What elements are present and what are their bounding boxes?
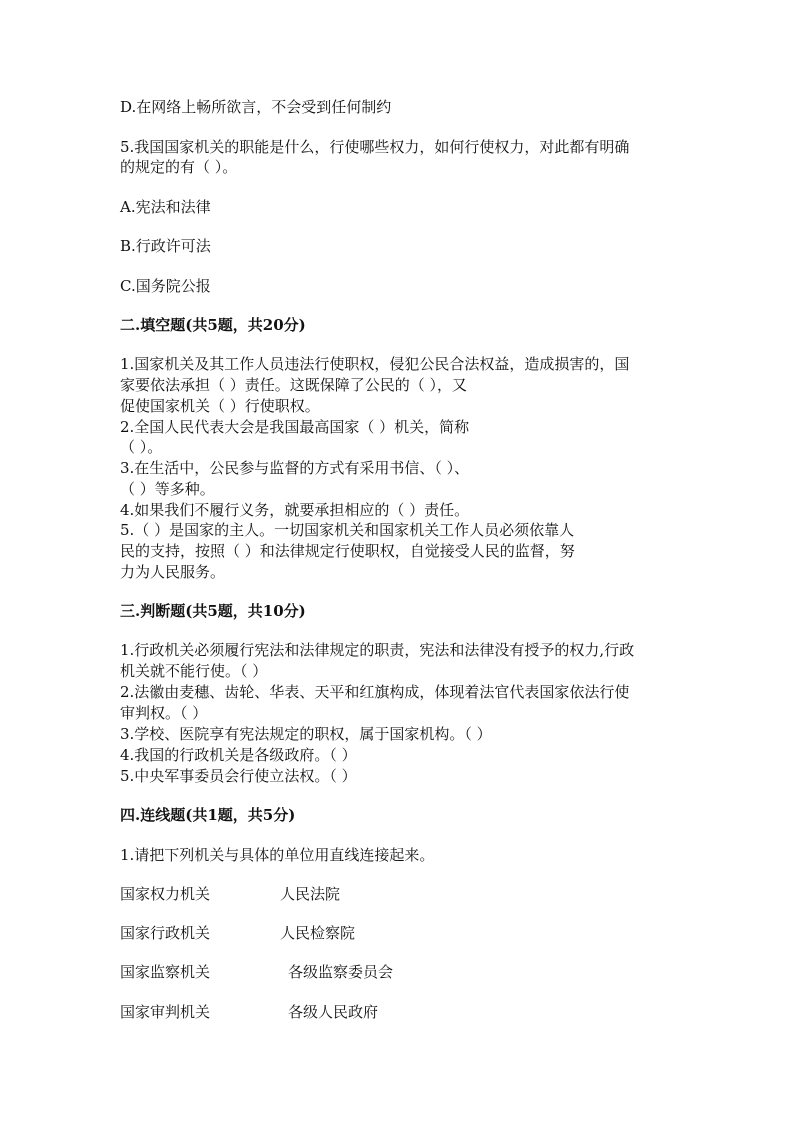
match-left-item: 国家权力机关 <box>120 885 211 903</box>
q4-option-d: D.在网络上畅所欲言，不会受到任何制约 <box>120 98 392 116</box>
fill-line: 促使国家机关（ ）行使职权。 <box>120 397 320 415</box>
match-left-item: 国家行政机关 <box>120 924 211 942</box>
match-right-item: 人民法院 <box>280 885 341 903</box>
judge-line: 1.行政机关必须履行宪法和法律规定的职责，宪法和法律没有授予的权力,行政 <box>120 641 635 659</box>
q5-option-a: A.宪法和法律 <box>120 198 211 216</box>
fill-line: 力为人民服务。 <box>120 563 226 581</box>
fill-line: 2.全国人民代表大会是我国最高国家（ ）机关，简称 <box>120 418 470 436</box>
q5-stem-line-1: 5.我国国家机关的职能是什么，行使哪些权力，如何行使权力，对此都有明确 <box>120 138 630 156</box>
fill-line: 民的支持，按照（ ）和法律规定行使职权，自觉接受人民的监督，努 <box>120 542 575 560</box>
match-left-item: 国家监察机关 <box>120 963 211 981</box>
section-4-title: 四.连线题(共1题，共5分) <box>120 806 296 824</box>
judge-line: 4.我国的行政机关是各级政府。（ ） <box>120 746 357 764</box>
fill-line: 家要依法承担（ ）责任。这既保障了公民的（ ），又 <box>120 376 468 394</box>
fill-line: 4.如果我们不履行义务，就要承担相应的（ ）责任。 <box>120 501 470 519</box>
judge-line: 审判权。（ ） <box>120 704 208 722</box>
section-3-title: 三.判断题(共5题，共10分) <box>120 602 306 620</box>
judge-line: 3.学校、医院享有宪法规定的职权，属于国家机构。（ ） <box>120 725 492 743</box>
matching-instruction: 1.请把下列机关与具体的单位用直线连接起来。 <box>120 846 435 864</box>
fill-line: 1.国家机关及其工作人员违法行使职权，侵犯公民合法权益，造成损害的，国 <box>120 355 630 373</box>
judge-line: 2.法徽由麦穗、齿轮、华表、天平和红旗构成，体现着法官代表国家依法行使 <box>120 683 630 701</box>
q5-option-c: C.国务院公报 <box>120 277 211 295</box>
judge-line: 5.中央军事委员会行使立法权。（ ） <box>120 767 357 785</box>
fill-line: （ ）等多种。 <box>120 480 215 498</box>
fill-line: 5.（ ）是国家的主人。一切国家机关和国家机关工作人员必须依靠人 <box>120 521 575 539</box>
q5-stem-line-2: 的规定的有（ ）。 <box>120 158 238 176</box>
judge-line: 机关就不能行使。（ ） <box>120 662 268 680</box>
fill-line: 3.在生活中，公民参与监督的方式有采用书信、（ ）、 <box>120 459 470 477</box>
match-left-item: 国家审判机关 <box>120 1003 211 1021</box>
q5-option-b: B.行政许可法 <box>120 237 211 255</box>
match-right-item: 人民检察院 <box>280 924 356 942</box>
section-2-title: 二.填空题(共5题，共20分) <box>120 316 306 334</box>
match-right-item: 各级人民政府 <box>288 1003 379 1021</box>
match-right-item: 各级监察委员会 <box>288 963 394 981</box>
fill-line: （ ）。 <box>120 438 163 456</box>
